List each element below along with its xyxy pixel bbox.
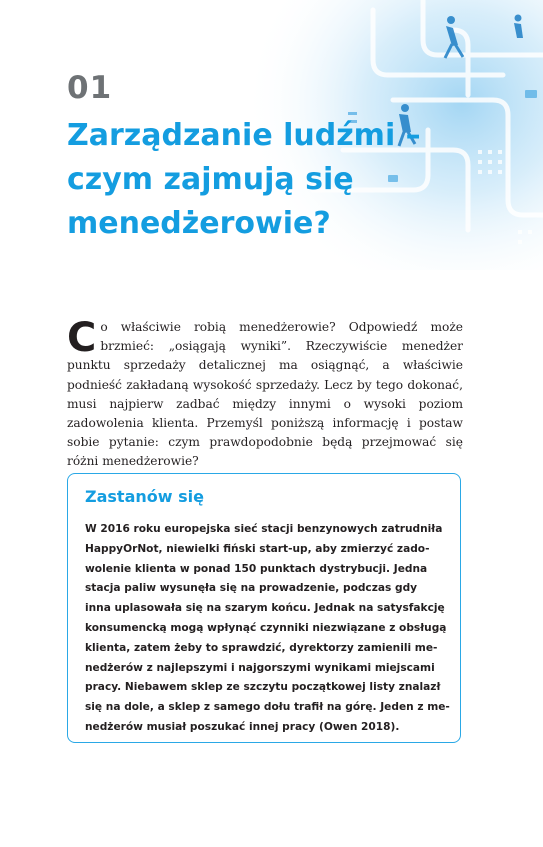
box-text-line: konsumencką mogą wpłynąć czynniki niezwiązane z obsługą [85, 621, 447, 634]
box-title: Zastanów się [85, 487, 204, 506]
intro-paragraph [67, 315, 463, 472]
box-text-line: W 2016 roku europejska sieć stacji benzynowych zatrudniła [85, 523, 443, 535]
box-text-line: wolenie klienta w ponad 150 punktach dystrybucji. Jedna [85, 562, 428, 575]
box-text-line: pracy. Niebawem sklep ze szczytu początkowej listy znalazł [85, 681, 441, 694]
chapter-title-line: menedżerowie? [67, 206, 331, 241]
box-text-line: nedżerów z najlepszymi i najgorszymi wynikami miejscami [85, 661, 435, 674]
box-text-line: się na dole, a sklep z samego dołu trafił na górę. Jeden z me- [85, 701, 450, 714]
box-text [85, 520, 450, 738]
chapter-title-line: Zarządzanie ludźmi – [67, 118, 421, 153]
box-text-line: HappyOrNot, niewielki fiński start-up, aby zmierzyć zado- [85, 542, 430, 555]
drop-cap: C [67, 315, 97, 361]
chapter-title-line: czym zajmują się [67, 162, 354, 197]
box-text-line: stacja paliw wysunęła się na prowadzenie, podczas gdy [85, 582, 418, 595]
box-text-line: klienta, zatem żeby to sprawdzić, dyrektorzy zamienili me- [85, 641, 438, 654]
box-text-line: nedżerów musiał poszukać innej pracy (Owen 2018). [85, 720, 400, 733]
chapter-number: 01 [67, 70, 113, 106]
intro-text: o właściwie robią menedżerowie? Odpowiedź może brzmieć: „osiągają wyniki”. Rzeczywiście menedżer punktu sprzedaży detalicznej ma osiągnąć, a właściwie podnieść zakładaną wysokość sprzedaży. Lecz by tego dokonać, musi najpierw zadbać między innymi o wysoki poziom zadowolenia klienta. Przemyśl poniższą informację i postaw sobie pytanie: czym prawdopodobnie będą przejmować się różni menedżerowie? [67, 320, 463, 469]
chapter-title [67, 114, 447, 246]
reflection-box [67, 473, 461, 743]
box-text-line: inna uplasowała się na szarym końcu. Jednak na satysfakcję [85, 602, 445, 615]
